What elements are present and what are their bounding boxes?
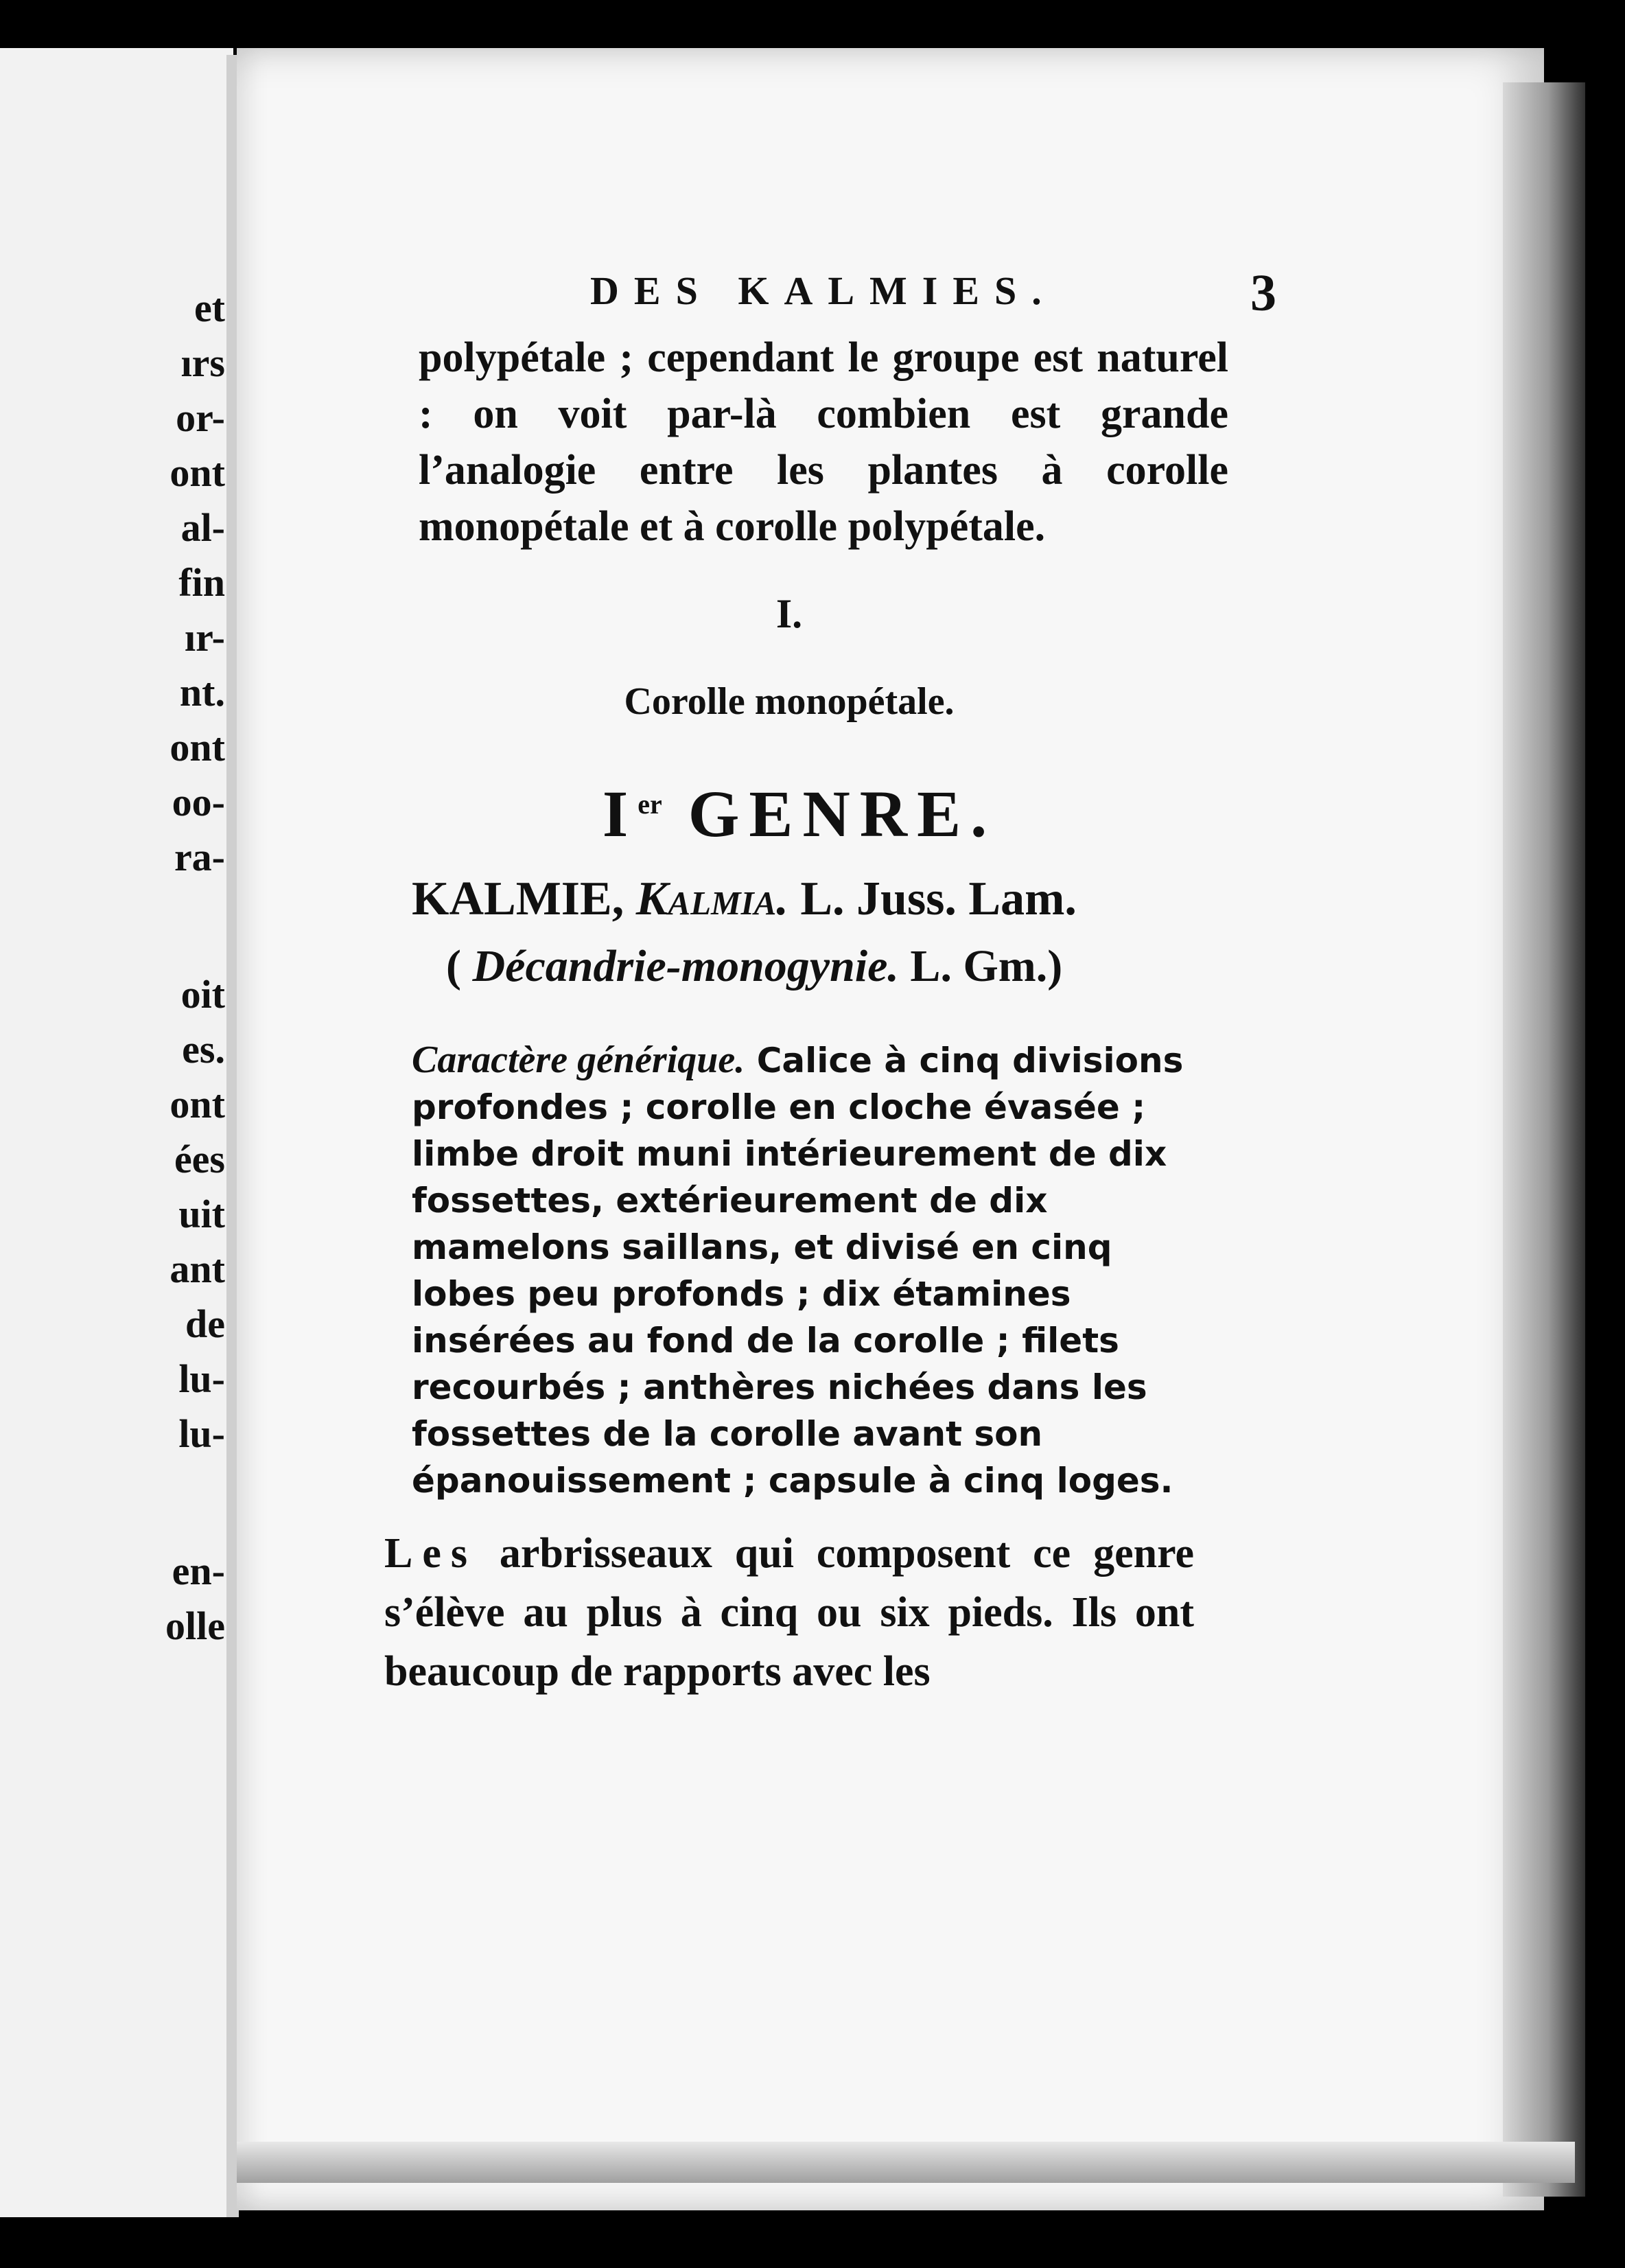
classification-line (446, 940, 1201, 993)
genre-heading (405, 776, 1194, 852)
genre-ordinal-sup: er (638, 789, 662, 820)
facing-page-fragment-line: lu- (178, 1356, 225, 1401)
genus-line (412, 872, 1221, 927)
facing-page-fragment-line: nt. (179, 670, 225, 715)
running-head (590, 264, 1276, 323)
facing-page-fragment-line: ır- (184, 615, 225, 660)
facing-page-fragment-line: et (194, 286, 225, 330)
genus-name: KALMIE, (412, 872, 624, 925)
intro-paragraph: polypétale ; cependant le groupe est naturel : on voit par-là combien est grande l’analogie entre les plantes à corolle monopétale et à corolle polypétale. (419, 334, 1228, 550)
facing-page-fragment-line: olle (165, 1604, 225, 1648)
facing-page-fragment-line: or- (176, 395, 225, 440)
facing-page-fragment-line: ont (169, 1082, 225, 1126)
facing-page-fragment-line: ant (169, 1247, 225, 1291)
facing-page-fragment-line: es. (182, 1027, 225, 1072)
facing-page-fragment-line: oo- (172, 780, 225, 824)
facing-page-fragment (0, 48, 233, 2217)
page-bottom-edge (237, 2142, 1575, 2183)
section-number: I. (775, 591, 803, 636)
facing-page-fragment-line: ées (174, 1137, 225, 1181)
final-dropcap: Les (384, 1530, 477, 1577)
facing-page-fragment-line: en- (172, 1549, 225, 1593)
genre-word: GENRE. (688, 777, 997, 850)
facing-page-fragment-line: oit (180, 972, 225, 1017)
facing-page-fragment-line: ırs (180, 340, 225, 385)
facing-page-fragment-line: de (185, 1301, 225, 1346)
generic-character-text: Calice à cinq divisions profondes ; corolle en cloche évasée ; limbe droit muni intérieurement de dix fossettes, extérieurement de dix mamelons saillans, et divisé en cinq lobes peu profonds ; dix étamines insérées au fond de la corolle ; filets recourbés ; anthères nichées dans les fossettes de la corolle avant son épanouissement ; capsule à cinq loges. (412, 1041, 1184, 1501)
facing-page-fragment-line: ont (169, 725, 225, 769)
genus-latin: Kalmia. (635, 872, 788, 925)
classification-authors: L. Gm. (910, 941, 1048, 991)
facing-page-fragment-line: al- (180, 505, 225, 550)
facing-page-fragment-line: lu- (178, 1411, 225, 1456)
running-title: DES KALMIES. (590, 268, 1057, 313)
page-number: 3 (1250, 264, 1276, 322)
genre-ordinal: I (602, 777, 638, 850)
final-text: arbrisseaux qui composent ce genre s’élève au plus à cinq ou six pieds. Ils ont beaucoup de rapports avec les (384, 1530, 1194, 1695)
page-edge (1503, 82, 1585, 2197)
generic-character-label: Caractère générique. (412, 1039, 745, 1081)
facing-page-fragment-line: fin (178, 560, 225, 605)
section-title: Corolle monopétale. (624, 680, 955, 723)
facing-page-fragment-line: uit (178, 1192, 225, 1236)
facing-page-fragment-line: ont (169, 450, 225, 495)
generic-character (412, 1037, 1221, 1504)
classification-close: ) (1047, 941, 1063, 991)
genus-authors: L. Juss. Lam. (800, 872, 1077, 925)
classification-open: ( (446, 941, 461, 991)
final-paragraph (384, 1524, 1194, 1701)
facing-page-fragment-line: ra- (174, 835, 225, 879)
classification-name: Décandrie-monogynie. (472, 941, 899, 991)
